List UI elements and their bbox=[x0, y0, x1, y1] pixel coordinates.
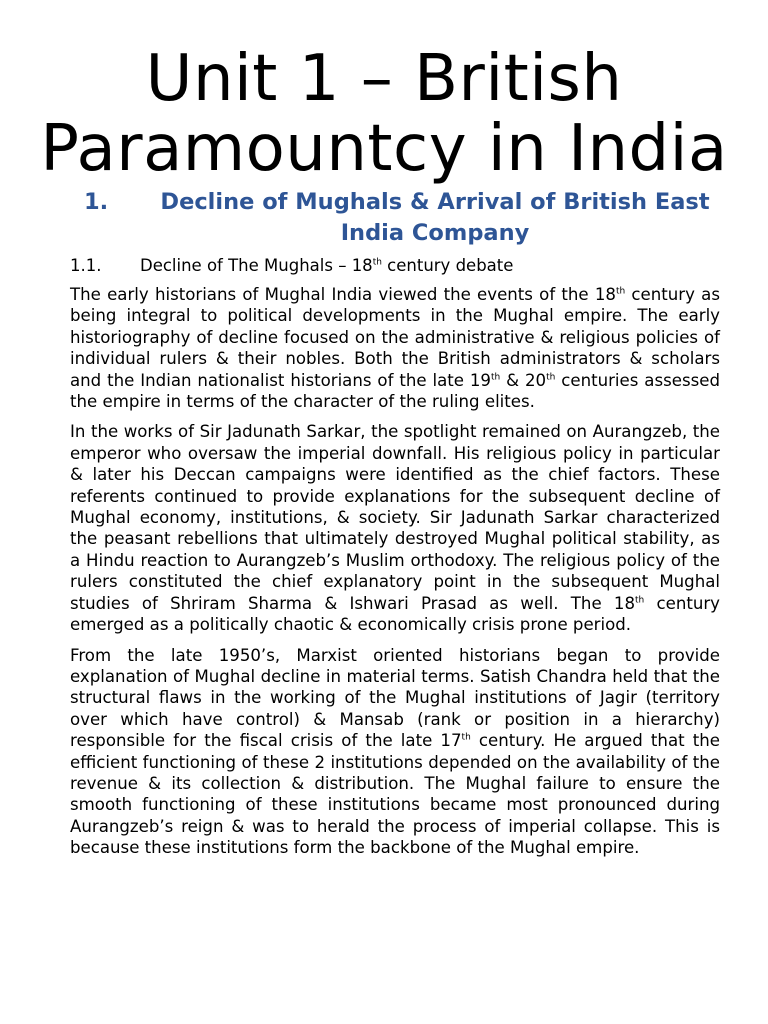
subsection-heading bbox=[70, 255, 720, 277]
p1-sup-2: th bbox=[490, 372, 501, 383]
p1-text-a: The early historians of Mughal India viewed the events of the 18 bbox=[70, 285, 616, 304]
p1-text-c: & 20 bbox=[500, 370, 547, 390]
p1-sup-3: th bbox=[546, 372, 556, 383]
subsection-title-b: century debate bbox=[381, 256, 514, 275]
title-line-2: Paramountcy in India bbox=[40, 112, 728, 186]
section-heading bbox=[70, 187, 720, 249]
p1-text-b: century as being integral to political developments in the Mughal empire. The early historiography of decline focused on the administrative & religious policies of individual rulers & their nobles. Both the British administrators & scholars and the Indian nationalist historians of the late 19 bbox=[70, 285, 720, 390]
section-title: Decline of Mughals & Arrival of British East India Company bbox=[160, 189, 710, 246]
p2-sup-1: th bbox=[635, 595, 645, 606]
subsection-number: 1.1. bbox=[70, 256, 102, 275]
subsection-title-a: Decline of The Mughals – 18 bbox=[140, 256, 373, 275]
title-line-1: Unit 1 – British bbox=[145, 42, 623, 116]
paragraph-2 bbox=[70, 421, 720, 635]
p1-text-d: centuries assessed the empire in terms of the character of the ruling elites. bbox=[70, 370, 720, 412]
p2-text-a: In the works of Sir Jadunath Sarkar, the spotlight remained on Aurangzeb, the emperor who oversaw the imperial downfall. His religious policy in particular & later his Deccan campaigns were identified as the chief factors. These referents continued to provide explanations for the subsequent decline of Mughal economy, institutions, & society. Sir Jadunath Sarkar characterized the peasant rebellions that ultimately destroyed Mughal political stability, as a Hindu reaction to Aurangzeb’s Muslim orthodoxy. The religious policy of the rulers constituted the chief explanatory point in the subsequent Mughal studies of Shriram Sharma & Ishwari Prasad as well. The 18 bbox=[70, 422, 720, 613]
p3-sup-1: th bbox=[461, 732, 471, 743]
p3-text-b: century. He argued that the efficient functioning of these 2 institutions depended on the availability of the revenue & its collection & distribution. The Mughal failure to ensure the smooth functioning of these institutions became most pronounced during Aurangzeb’s reign & was to herald the process of imperial collapse. This is because these institutions form the backbone of the Mughal empire. bbox=[70, 731, 720, 858]
subsection-title-sup: th bbox=[372, 257, 382, 268]
section-number: 1. bbox=[84, 189, 109, 215]
paragraph-3 bbox=[70, 645, 720, 859]
p3-text-a: From the late 1950’s, Marxist oriented historians began to provide explanation of Mughal decline in material terms. Satish Chandra held that the structural flaws in the working of the Mughal institutions of Jagir (territory over which have control) & Mansab (rank or position in a hierarchy) responsible for the fiscal crisis of the late 17 bbox=[70, 645, 720, 751]
p2-text-b: century emerged as a politically chaotic & economically crisis prone period. bbox=[70, 593, 720, 635]
document-title bbox=[0, 44, 768, 184]
p1-sup-1: th bbox=[615, 286, 626, 297]
paragraph-1 bbox=[70, 284, 720, 412]
body-text bbox=[70, 284, 720, 868]
